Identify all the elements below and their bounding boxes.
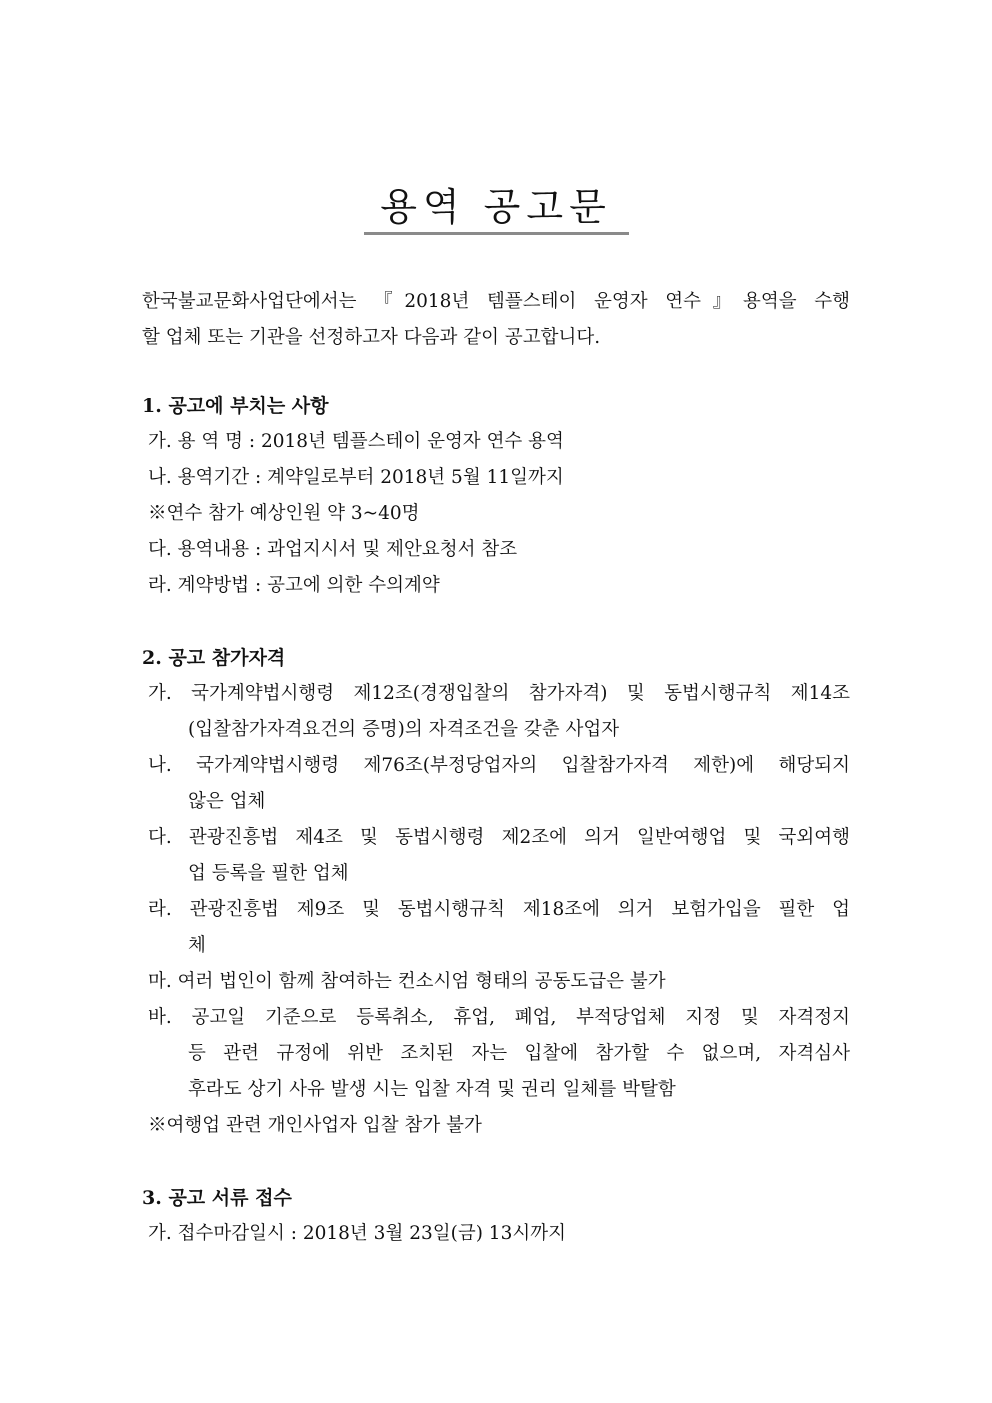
- list-item-continuation: (입찰참가자격요건의 증명)의 자격조건을 갖춘 사업자: [188, 719, 620, 740]
- list-item: [148, 964, 850, 1000]
- list-item: [148, 676, 850, 748]
- list-item-text: 다. 관광진흥법 제4조 및 동법시행령 제2조에 의거 일반여행업 및 국외여행: [148, 827, 850, 848]
- title-underline: [364, 232, 629, 235]
- list-item-continuation: 체: [188, 935, 206, 956]
- list-item: ※연수 참가 예상인원 약 3~40명: [148, 503, 420, 524]
- intro-line: 한국불교문화사업단에서는 『2018년 템플스테이 운영자 연수』용역을 수행: [142, 291, 850, 312]
- list-item: [148, 892, 850, 964]
- list-item-text: 가. 국가계약법시행령 제12조(경쟁입찰의 참가자격) 및 동법시행규칙 제14조: [148, 683, 850, 704]
- list-item: [148, 748, 850, 820]
- intro-paragraph: [142, 284, 850, 356]
- list-item: [148, 820, 850, 892]
- list-item-text: 라. 관광진흥법 제9조 및 동법시행규칙 제18조에 의거 보험가입을 필한 업: [148, 899, 850, 920]
- list-item-continuation: 후라도 상기 사유 발생 시는 입찰 자격 및 권리 일체를 박탈함: [188, 1079, 676, 1100]
- intro-line: 할 업체 또는 기관을 선정하고자 다음과 같이 공고합니다.: [142, 327, 601, 348]
- section-heading: 1. 공고에 부치는 사항: [142, 395, 329, 417]
- page-title: 용역 공고문: [380, 185, 612, 229]
- list-item: 가. 접수마감일시 : 2018년 3월 23일(금) 13시까지: [148, 1223, 566, 1244]
- list-item: 라. 계약방법 : 공고에 의한 수의계약: [148, 575, 440, 596]
- list-item: [148, 1108, 850, 1144]
- section-heading: 3. 공고 서류 접수: [142, 1187, 292, 1209]
- section-1-items: [148, 424, 850, 604]
- list-item-continuation: 업 등록을 필한 업체: [188, 863, 349, 884]
- section-2-items: [148, 676, 850, 1144]
- section-heading: 2. 공고 참가자격: [142, 647, 286, 669]
- list-item: [148, 1000, 850, 1108]
- section-3-items: [148, 1216, 850, 1252]
- list-item-text: 마. 여러 법인이 함께 참여하는 컨소시엄 형태의 공동도급은 불가: [148, 971, 666, 992]
- list-item-continuation: 않은 업체: [188, 791, 266, 812]
- list-item-continuation: 등 관련 규정에 위반 조치된 자는 입찰에 참가할 수 없으며, 자격심사: [188, 1043, 850, 1064]
- list-item-text: 나. 국가계약법시행령 제76조(부정당업자의 입찰참가자격 제한)에 해당되지: [148, 755, 850, 776]
- list-item-text: ※여행업 관련 개인사업자 입찰 참가 불가: [148, 1115, 482, 1136]
- list-item: 나. 용역기간 : 계약일로부터 2018년 5월 11일까지: [148, 467, 564, 488]
- list-item: 가. 용 역 명 : 2018년 템플스테이 운영자 연수 용역: [148, 431, 564, 452]
- list-item: 다. 용역내용 : 과업지시서 및 제안요청서 참조: [148, 539, 518, 560]
- list-item-text: 바. 공고일 기준으로 등록취소, 휴업, 폐업, 부적당업체 지정 및 자격정지: [148, 1007, 850, 1028]
